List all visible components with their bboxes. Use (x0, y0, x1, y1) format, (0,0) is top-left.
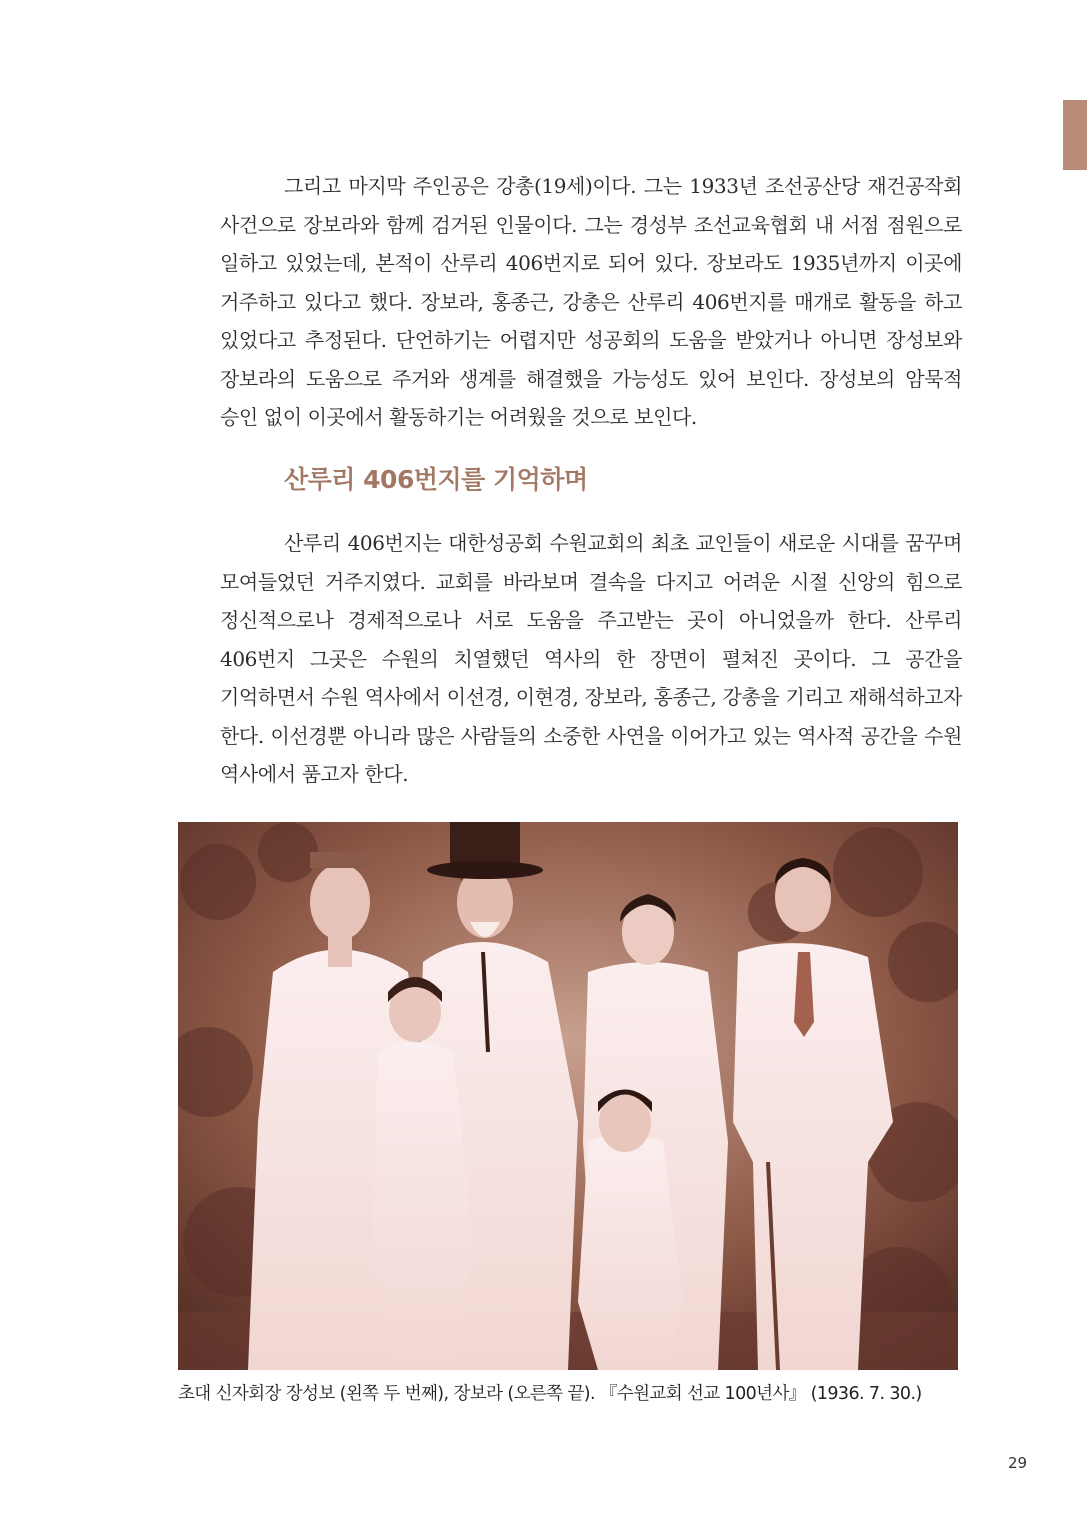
body-paragraph-1: 그리고 마지막 주인공은 강총(19세)이다. 그는 1933년 조선공산당 재건공작회 사건으로 장보라와 함께 검거된 인물이다. 그는 경성부 조선교육협회 내 서점 점원으로 일하고 있었는데, 본적이 산루리 406번지로 되어 있다. 장보라도 1935년까지 이곳에 거주하고 있다고 했다. 장보라, 홍종근, 강총은 산루리 406번지를 매개로 활동을 하고 있었다고 추정된다. 단언하기는 어렵지만 성공회의 도움을 받았거나 아니면 장성보와 장보라의 도움으로 주거와 생계를 해결했을 가능성도 있어 보인다. 장성보의 암묵적 승인 없이 이곳에서 활동하기는 어려웠을 것으로 보인다. (220, 174, 962, 429)
historical-family-photo (178, 822, 958, 1370)
photo-caption: 초대 신자회장 장성보 (왼쪽 두 번째), 장보라 (오른쪽 끝). 『수원교회 선교 100년사』 (1936. 7. 30.) (178, 1384, 922, 1404)
section-heading: 산루리 406번지를 기억하며 (284, 465, 588, 494)
page-number: 29 (1008, 1454, 1028, 1472)
chapter-tab-marker (1063, 100, 1087, 170)
body-paragraph-2: 산루리 406번지는 대한성공회 수원교회의 최초 교인들이 새로운 시대를 꿈꾸며 모여들었던 거주지였다. 교회를 바라보며 결속을 다지고 어려운 시절 신앙의 힘으로 정신적으로나 경제적으로나 서로 도움을 주고받는 곳이 아니었을까 한다. 산루리 406번지 그곳은 수원의 치열했던 역사의 한 장면이 펼쳐진 곳이다. 그 공간을 기억하면서 수원 역사에서 이선경, 이현경, 장보라, 홍종근, 강총을 기리고 재해석하고자 한다. 이선경뿐 아니라 많은 사람들의 소중한 사연을 이어가고 있는 역사적 공간을 수원 역사에서 품고자 한다. (220, 531, 962, 786)
